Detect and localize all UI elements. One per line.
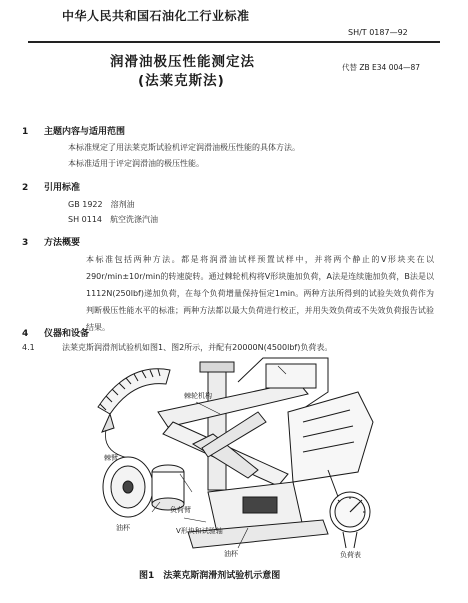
label-ratchet: 棘轮机构 [184, 392, 212, 400]
reference-item-2: SH 0114 航空洗涤汽油 [68, 215, 158, 224]
section-title: 引用标准 [44, 183, 81, 193]
clause-text: 法莱克斯润滑剂试验机如图1、图2所示，并配有20000N(4500lbf)负荷表。 [62, 343, 333, 352]
reference-item-1: GB 1922 溶剂油 [68, 200, 135, 209]
label-oil-cup: 油杯 [116, 524, 130, 532]
section-number: 4 [22, 329, 29, 339]
section-number: 3 [22, 238, 29, 248]
document-subtitle: (法莱克斯法) [138, 73, 225, 89]
standard-category-title: 中华人民共和国石油化工行业标准 [62, 9, 250, 23]
oil-cup [152, 465, 184, 510]
label-arm: 棘臂 [104, 454, 118, 462]
section-3-heading [22, 235, 80, 248]
section-title: 仪器和设备 [44, 329, 90, 339]
document-title: 润滑油极压性能测定法 [110, 54, 255, 70]
machine-frame [158, 358, 373, 490]
section-number: 1 [22, 127, 29, 137]
label-gauge: 负荷表 [340, 551, 361, 559]
load-gauge [328, 470, 370, 548]
label-base: 油杯 [224, 550, 238, 558]
section-1-heading [22, 124, 125, 137]
clause-number: 4.1 [22, 343, 35, 352]
tester-illustration [88, 352, 388, 562]
section-2-heading [22, 180, 80, 193]
label-load-lever: 负荷臂 [170, 506, 191, 514]
header-rule [28, 41, 440, 43]
figure-caption: 图1 法莱克斯润滑剂试验机示意图 [139, 571, 281, 581]
label-v-block: V形块和试验轴 [176, 527, 223, 535]
section-title: 方法概要 [44, 238, 81, 248]
section-1-line-1: 本标准规定了用法莱克斯试验机评定润滑油极压性能的具体方法。 [68, 143, 300, 152]
section-number: 2 [22, 183, 29, 193]
pulley-disk [103, 457, 153, 517]
machine-base [188, 482, 328, 548]
load-lever [193, 412, 266, 478]
section-1-line-2: 本标准适用于评定润滑油的极压性能。 [68, 159, 204, 168]
replaced-standard-code: 代替 ZB E34 004—87 [342, 63, 421, 72]
standard-number: SH/T 0187—92 [348, 28, 408, 37]
method-summary-paragraph: 本标准包括两种方法。都是将润滑油试样预置试样中，并将两个静止的V形块夹在以290r/min±10r/min的转速旋转。通过棘轮机构将V形块施加负荷，A法是连续施加负荷，B法是以1112N(250lbf)递加负荷，在每个负荷增量保持恒定1min。两种方法所得到的试验失效负荷作为判断极压性能水平的标准；两种方法都以最大负荷进行校正，并用失效负荷或不失效负荷报告试验结果。 [86, 255, 434, 332]
section-title: 主题内容与适用范围 [44, 127, 126, 137]
ratchet-wheel [98, 369, 170, 432]
section-4-heading [22, 326, 89, 339]
